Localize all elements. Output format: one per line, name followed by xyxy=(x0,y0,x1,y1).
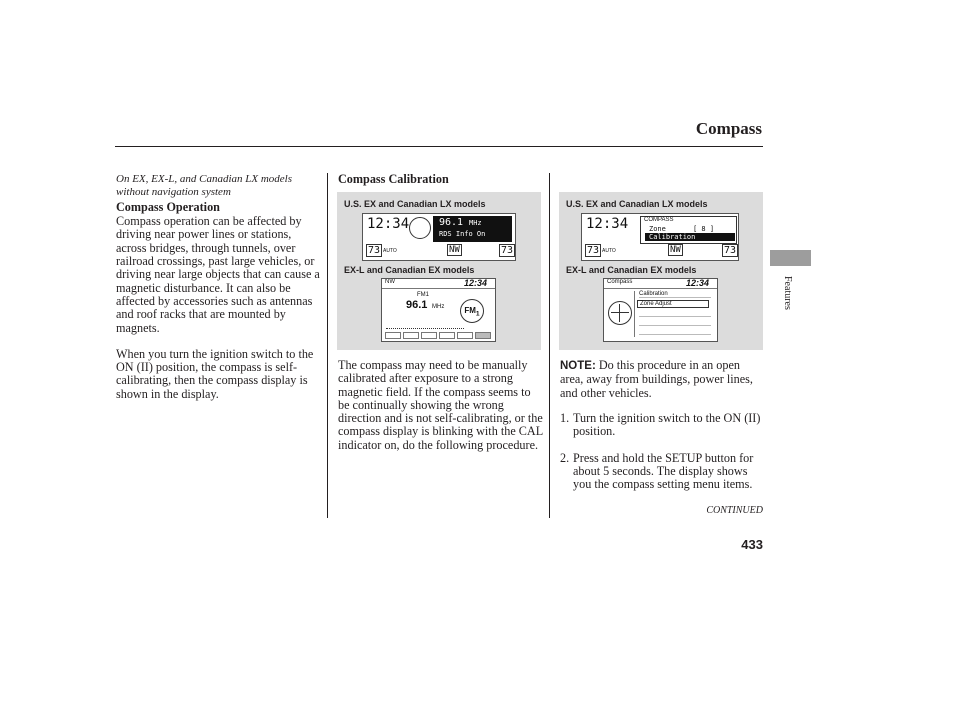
setup-menu-title: COMPASS xyxy=(644,217,674,223)
us-radio-display xyxy=(362,213,516,261)
continued-label: CONTINUED xyxy=(706,505,763,516)
figure-panel-right xyxy=(559,192,763,350)
calibration-paragraph: The compass may need to be manually calibrated after exposure to a strong magnetic field. If the compass seems to be continually showing the wrong direction and is not self-calibrating, or the compass display is blinking with the CAL indicator on, do the following procedure. xyxy=(338,358,543,452)
figure-caption-exl: EX-L and Canadian EX models xyxy=(344,265,475,275)
display-mhz: MHz xyxy=(469,219,482,227)
column-1 xyxy=(116,173,320,401)
figure-caption-exl: EX-L and Canadian EX models xyxy=(566,265,697,275)
compass-operation-paragraph: Compass operation can be affected by driving near power lines or stations, across bridges, through tunnels, over railroad crossings, past large vehicles, or driving near large objects that can cause a magnetic disturbance. It can also be affected by accessories such as antennas and roof racks that are mounted by magnets. xyxy=(116,214,320,335)
exl-frequency: 96.1 xyxy=(406,299,428,311)
setup-clock: 12:34 xyxy=(586,216,629,232)
note-text: Do this procedure in an open area, away from buildings, power lines, and other vehicles. xyxy=(560,358,753,400)
us-setup-display xyxy=(581,213,739,261)
setup-menu-box xyxy=(640,216,737,244)
compass-rose-icon xyxy=(409,217,431,239)
section-tab xyxy=(770,250,811,266)
procedure-steps xyxy=(560,412,764,504)
step-text: Turn the ignition switch to the ON (II) position. xyxy=(573,411,761,439)
setup-zone-value: [ 8 ] xyxy=(693,225,715,233)
setup-temp-left: 73 xyxy=(587,245,600,256)
display-temp-right: 73 xyxy=(501,245,514,256)
self-calibrating-paragraph: When you turn the ignition switch to the ON (II) position, the compass is self-calibrating, then the compass display is shown in the display. xyxy=(116,346,314,401)
display-clock: 12:34 xyxy=(367,216,410,232)
exl-preset-row xyxy=(385,332,491,339)
step-number: 2. xyxy=(560,450,570,465)
exl-preset xyxy=(475,332,491,339)
compass-rose-icon xyxy=(608,301,632,325)
column-divider-1 xyxy=(327,173,328,518)
exl-heading: NW xyxy=(385,279,395,285)
step-text: Press and hold the SETUP button for about 5 seconds. The display shows you the compass setting menu items. xyxy=(573,450,754,492)
display-auto: AUTO xyxy=(383,248,397,254)
page-title: Compass xyxy=(695,119,762,138)
column-divider-2 xyxy=(549,173,550,518)
exl-compass-menu-display xyxy=(603,278,718,342)
compass-needle-horizontal xyxy=(611,312,629,313)
exl-fm-badge-sub: 1 xyxy=(475,310,480,318)
compass-calibration-heading: Compass Calibration xyxy=(338,172,449,186)
exl-menu-clock: 12:34 xyxy=(686,278,710,288)
setup-heading: NW xyxy=(670,245,681,255)
exl-fm-badge xyxy=(460,299,484,323)
setup-zone-label: Zone xyxy=(649,225,666,233)
figure-panel-left xyxy=(337,192,541,350)
exl-radio-display xyxy=(381,278,496,342)
figure-caption-us: U.S. EX and Canadian LX models xyxy=(566,199,708,209)
exl-menu-line xyxy=(639,316,711,317)
exl-menu-divider xyxy=(634,291,635,337)
exl-preset xyxy=(421,332,437,339)
compass-needle-vertical xyxy=(619,304,620,322)
applies-to-note: On EX, EX-L, and Canadian LX models without navigation system xyxy=(116,173,292,198)
procedure-step xyxy=(560,412,764,439)
exl-preset xyxy=(439,332,455,339)
note-paragraph xyxy=(560,359,764,400)
figure-caption-us: U.S. EX and Canadian LX models xyxy=(344,199,486,209)
exl-menu-title: Compass xyxy=(607,279,633,285)
exl-preset xyxy=(385,332,401,339)
setup-auto: AUTO xyxy=(602,248,616,254)
exl-mhz: MHz xyxy=(432,304,445,310)
exl-menu-line xyxy=(639,334,711,335)
compass-operation-heading: Compass Operation xyxy=(116,200,220,215)
setup-temp-right: 73 xyxy=(724,245,737,256)
exl-menu-zone-adjust: Zone Adjust xyxy=(637,300,709,308)
procedure-step xyxy=(560,452,764,492)
setup-calibration-row: Calibration xyxy=(645,233,735,241)
page-number: 433 xyxy=(741,537,763,552)
section-tab-label: Features xyxy=(782,276,793,310)
exl-tuning-scale xyxy=(386,323,464,329)
exl-preset xyxy=(457,332,473,339)
title-rule xyxy=(115,146,763,147)
step-number: 1. xyxy=(560,411,570,425)
exl-fm-badge-text: FM xyxy=(464,306,476,315)
exl-clock: 12:34 xyxy=(464,278,488,288)
exl-band: FM1 xyxy=(417,292,429,298)
exl-menu-calibration: Calibration xyxy=(639,291,711,298)
exl-menu-line xyxy=(639,325,711,326)
display-inverted-bar xyxy=(433,216,512,242)
display-frequency: 96.1 xyxy=(439,217,464,228)
exl-preset xyxy=(403,332,419,339)
display-temp-left: 73 xyxy=(368,245,381,256)
display-heading: NW xyxy=(449,245,460,255)
note-label: NOTE: xyxy=(560,360,596,372)
display-rds: RDS Info On xyxy=(439,230,486,238)
